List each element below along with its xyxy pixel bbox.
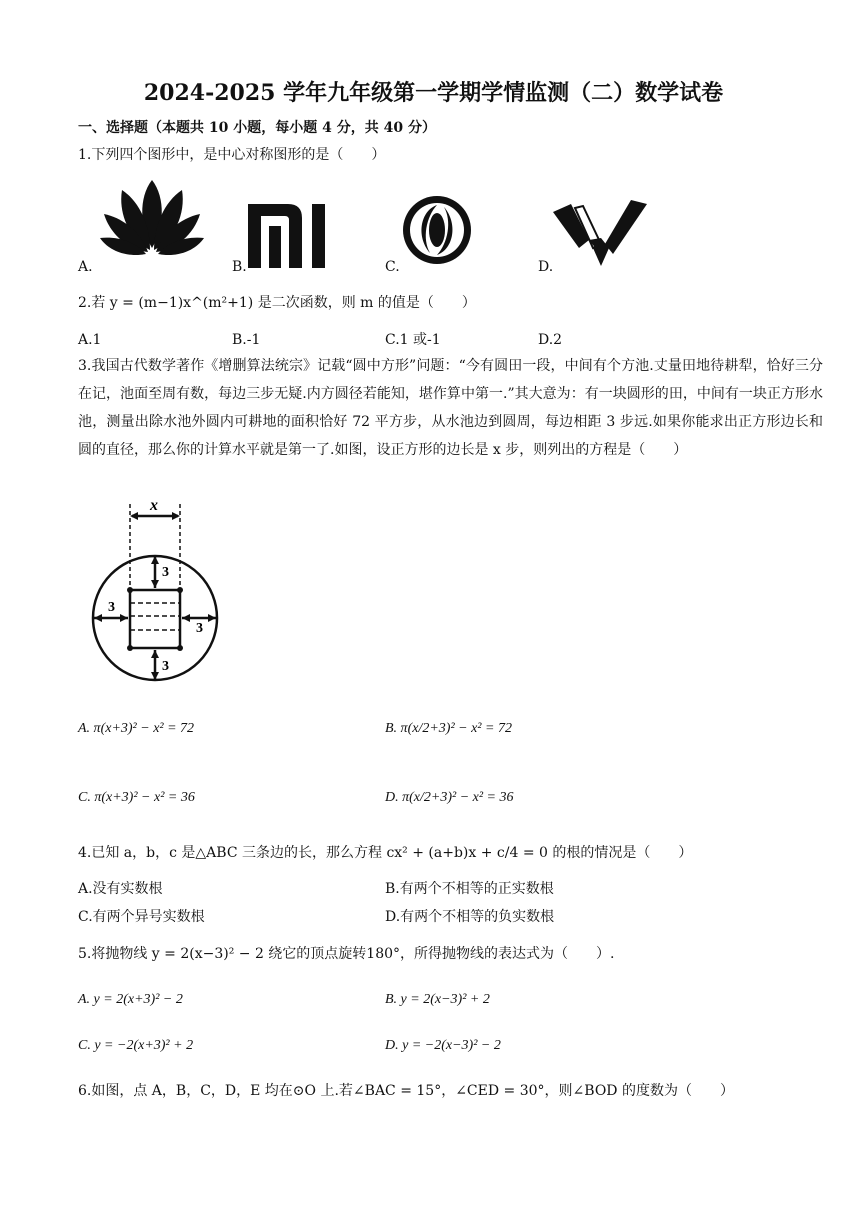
flower-petal-logo-icon	[100, 178, 205, 268]
figure-label-top: 3	[162, 565, 169, 580]
q5-option-a: A. y = 2(x+3)² − 2	[78, 992, 183, 1007]
q1-option-d-label: D.	[538, 259, 554, 275]
q3-option-d: D. π(x/2+3)² − x² = 36	[385, 790, 514, 805]
figure-label-right: 3	[196, 621, 203, 636]
q5-option-d: D. y = −2(x−3)² − 2	[385, 1038, 501, 1053]
figure-label-bottom: 3	[162, 659, 169, 674]
page-title: 2024-2025 学年九年级第一学期学情监测（二）数学试卷	[143, 80, 724, 106]
q3-option-a: A. π(x+3)² − x² = 72	[78, 721, 195, 736]
figure-label-x: x	[150, 497, 158, 514]
w-ribbon-logo-icon	[553, 198, 649, 268]
q5-option-b: B. y = 2(x−3)² + 2	[385, 992, 490, 1007]
q4-option-c: C.有两个异号实数根	[78, 909, 205, 925]
mi-letters-logo-icon	[248, 204, 328, 268]
q2-stem: 2.若 y = (m−1)x^(m²+1) 是二次函数，则 m 的值是（ ）	[78, 295, 476, 311]
q1-option-b-label: B.	[232, 259, 247, 275]
q4-option-b: B.有两个不相等的正实数根	[385, 881, 554, 897]
q3-option-c: C. π(x+3)² − x² = 36	[78, 790, 195, 805]
q1-stem: 1.下列四个图形中，是中心对称图形的是（ ）	[78, 147, 386, 163]
q5-stem: 5.将抛物线 y = 2(x−3)² − 2 绕它的顶点旋转180°，所得抛物线的表达式为（ ）.	[78, 946, 615, 962]
q4-option-a: A.没有实数根	[78, 881, 163, 897]
q4-option-d: D.有两个不相等的负实数根	[385, 909, 555, 925]
q3-stem: 3.我国古代数学著作《增删算法统宗》记载“圆中方形”问题：“今有圆田一段，中间有个方池.丈量田地待耕犁，恰好三分在记，池面至周有数，每边三步无疑.内方圆径若能知，堪作算中第一.”其大意为：有一块圆形的田，中间有一块正方形水池，测量出除水池外圆内可耕地的面积恰好 72 平方步，从水池边到圆周，每边相距 3 步远.如果你能求出正方形边长和圆的直径，那么你的计算水平就是第一了.如图，设正方形的边长是 x 步，则列出的方程是（ ）	[78, 358, 823, 458]
q1-option-c-label: C.	[385, 259, 400, 275]
section-heading: 一、选择题（本题共 10 小题，每小题 4 分，共 40 分）	[78, 120, 436, 136]
q4-stem: 4.已知 a，b，c 是△ABC 三条边的长，那么方程 cx² + (a+b)x + c/4 = 0 的根的情况是（ ）	[78, 845, 693, 861]
figure-label-left: 3	[108, 600, 115, 615]
q6-stem: 6.如图，点 A，B，C，D，E 均在⊙O 上.若∠BAC = 15°，∠CED = 30°，则∠BOD 的度数为（ ）	[78, 1083, 734, 1099]
q1-option-a-label: A.	[78, 259, 93, 275]
q2-option-c: C.1 或-1	[385, 332, 441, 348]
swirl-circle-logo-icon	[402, 191, 472, 269]
q2-option-b: B.-1	[232, 332, 261, 348]
q2-option-d: D.2	[538, 332, 563, 348]
q5-option-c: C. y = −2(x+3)² + 2	[78, 1038, 194, 1053]
q3-option-b: B. π(x/2+3)² − x² = 72	[385, 721, 512, 736]
q2-option-a: A.1	[78, 332, 102, 348]
circle-square-figure	[88, 494, 228, 689]
